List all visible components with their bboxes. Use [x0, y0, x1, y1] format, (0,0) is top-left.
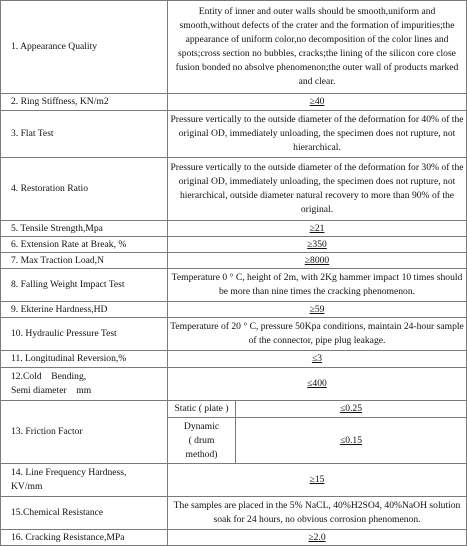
table-row — [1, 351, 467, 368]
table-row — [1, 368, 467, 401]
table-row — [1, 94, 467, 111]
requirement-cell: Temperature 0 ° C, height of 2m, with 2Kg hammer impact 10 times should be more than nine times the cracking phenomenon. — [168, 269, 467, 302]
parameter-cell: 3. Flat Test — [1, 111, 168, 158]
table-row — [1, 318, 467, 351]
table-row — [1, 497, 467, 530]
parameter-cell: 12.Cold Bending, Semi diameter mm — [1, 368, 168, 401]
requirement-cell: ≥2.0 — [168, 530, 467, 546]
table-row — [1, 158, 467, 221]
requirement-cell: ≤0.25 — [236, 401, 467, 418]
parameter-cell: 9. Ekterine Hardness,HD — [1, 302, 168, 318]
sub-parameter-cell: Static ( plate ) — [168, 401, 236, 418]
table-row — [1, 111, 467, 158]
requirement-cell: Temperature of 20 ° C, pressure 50Kpa conditions, maintain 24-hour sample of the connector, pipe plug leakage. — [168, 318, 467, 351]
parameter-cell: 7. Max Traction Load,N — [1, 253, 168, 269]
table-row — [1, 253, 467, 269]
requirement-cell: ≤400 — [168, 368, 467, 401]
requirement-cell: ≥350 — [168, 237, 467, 253]
requirement-cell: ≥40 — [168, 94, 467, 111]
parameter-cell: 13. Friction Factor — [1, 401, 168, 464]
parameter-cell: 16. Cracking Resistance,MPa — [1, 530, 168, 546]
parameter-cell: 6. Extension Rate at Break, % — [1, 237, 168, 253]
table-row — [1, 530, 467, 546]
requirement-cell: ≤0.15 — [236, 418, 467, 464]
requirement-cell: Entity of inner and outer walls should be smooth,uniform and smooth,without defects of the crater and the formation of impurities;the appearance of uniform color,no decomposition of the color lines and spots;cross section no bubbles, cracks;the lining of the silicon core close fusion bonded no absolve phenomenon;the outer wall of products marked and clear. — [168, 1, 467, 94]
table-row — [1, 221, 467, 237]
parameter-cell: 11. Longitudinal Reversion,% — [1, 351, 168, 368]
parameter-cell: 2. Ring Stiffness, KN/m2 — [1, 94, 168, 111]
table-row — [1, 302, 467, 318]
requirement-cell: Pressure vertically to the outside diameter of the deformation for 40% of the original OD, immediately unloading, the specimen does not rupture, not hierarchical. — [168, 111, 467, 158]
requirement-cell: Pressure vertically to the outside diameter of the deformation for 30% of the original OD, immediately unloading, the specimen does not rupture, not hierarchical, outside diameter natural recovery to more than 90% of the original. — [168, 158, 467, 221]
requirement-cell: ≥21 — [168, 221, 467, 237]
parameter-cell: 10. Hydraulic Pressure Test — [1, 318, 168, 351]
table-row — [1, 237, 467, 253]
parameter-cell: 14. Line Frequency Hardness, KV/mm — [1, 464, 168, 497]
requirement-cell: ≤3 — [168, 351, 467, 368]
requirement-cell: ≥15 — [168, 464, 467, 497]
parameter-cell: 8. Falling Weight Impact Test — [1, 269, 168, 302]
table-row — [1, 401, 467, 418]
requirement-cell: The samples are placed in the 5% NaCL, 40%H2SO4, 40%NaOH solution soak for 24 hours, no obvious corrosion phenomenon. — [168, 497, 467, 530]
sub-parameter-cell: Dynamic ( drum method) — [168, 418, 236, 464]
requirement-cell: ≥8000 — [168, 253, 467, 269]
parameter-cell: 15.Chemical Resistance — [1, 497, 168, 530]
parameter-cell: 5. Tensile Strength,Mpa — [1, 221, 168, 237]
table-row — [1, 1, 467, 94]
table-row — [1, 269, 467, 302]
table-row — [1, 464, 467, 497]
parameter-cell: 4. Restoration Ratio — [1, 158, 168, 221]
parameter-cell: 1. Appearance Quality — [1, 1, 168, 94]
requirement-cell: ≥59 — [168, 302, 467, 318]
